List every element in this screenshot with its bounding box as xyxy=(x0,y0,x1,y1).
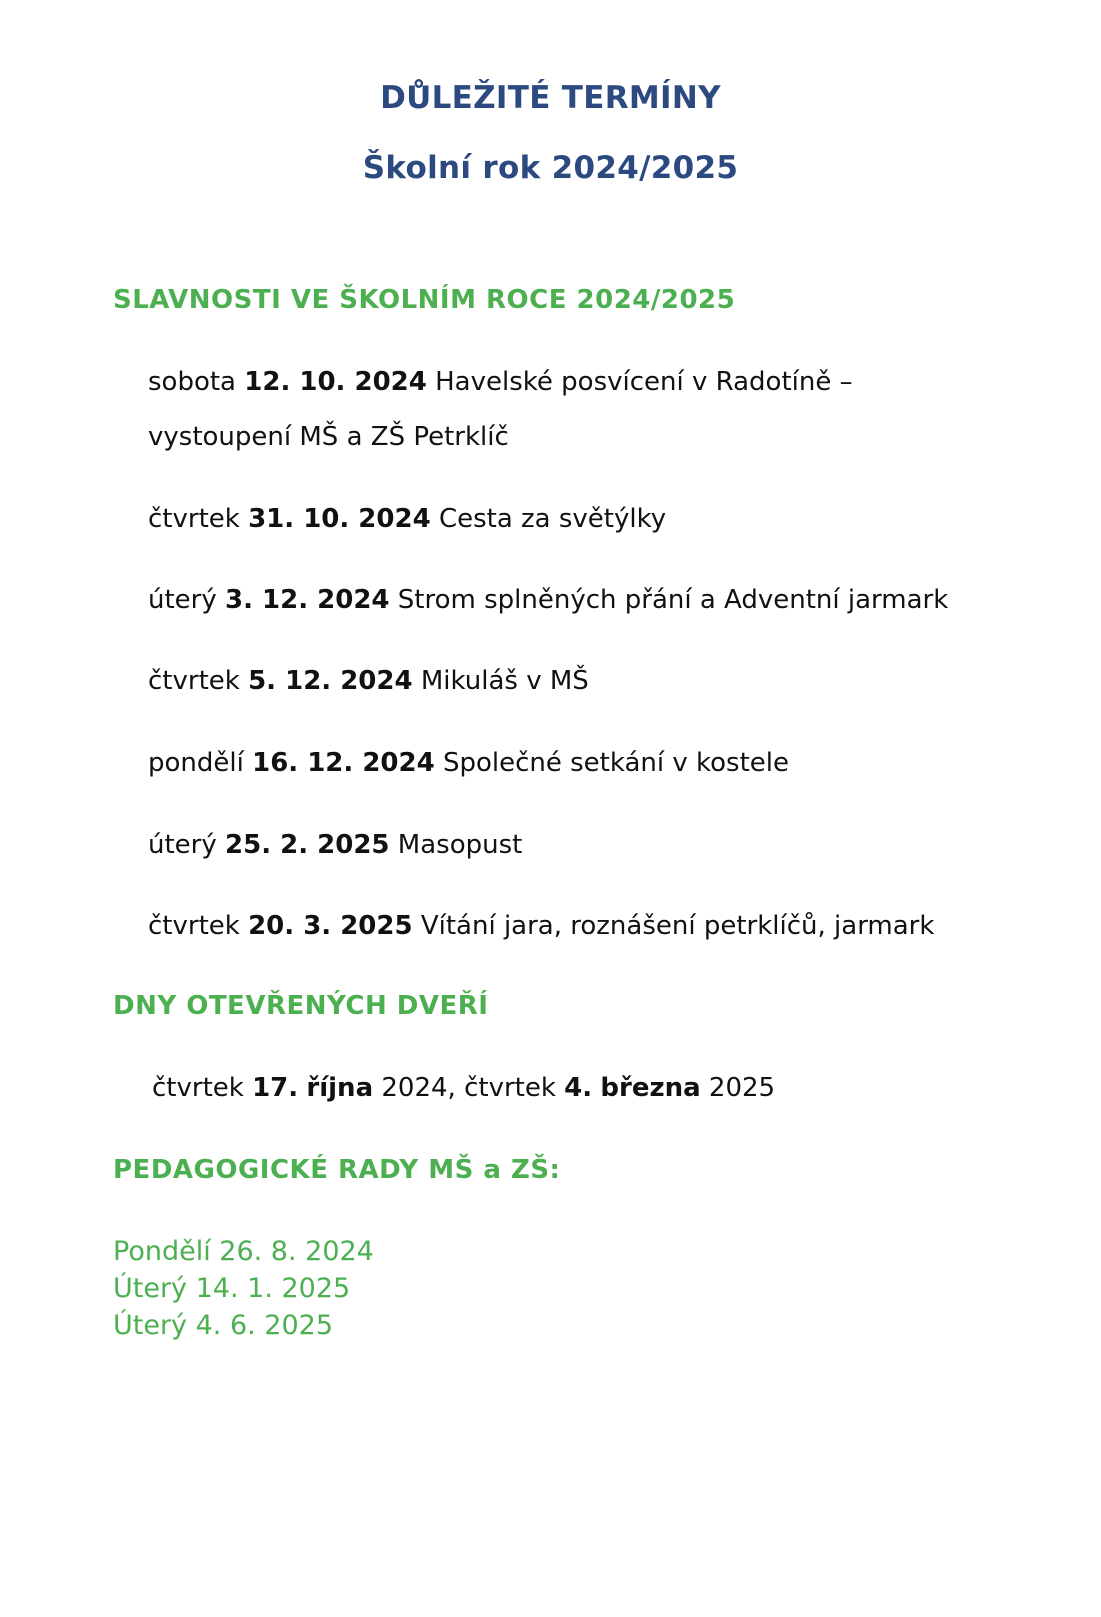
celebration-date: 12. 10. 2024 xyxy=(244,367,427,397)
celebration-item xyxy=(148,818,522,873)
celebration-day: úterý xyxy=(148,585,217,615)
open-day-month: října xyxy=(306,1073,374,1103)
celebration-day: čtvrtek xyxy=(148,504,240,534)
meeting-date: Úterý 14. 1. 2025 xyxy=(113,1273,351,1304)
open-days-heading: DNY OTEVŘENÝCH DVEŘÍ xyxy=(113,991,489,1021)
celebration-item xyxy=(148,492,666,547)
celebration-date: 3. 12. 2024 xyxy=(225,585,390,615)
open-day-weekday: čtvrtek xyxy=(152,1073,244,1103)
celebration-item xyxy=(148,736,789,791)
celebration-text: Strom splněných přání a Adventní jarmark xyxy=(397,585,949,615)
celebration-text: Havelské posvícení v Radotíně – vystoupení MŠ a ZŠ Petrklíč xyxy=(148,367,853,452)
celebration-day: úterý xyxy=(148,830,217,860)
celebration-date: 5. 12. 2024 xyxy=(248,666,413,696)
celebration-day: čtvrtek xyxy=(148,666,240,696)
celebration-text: Vítání jara, roznášení petrklíčů, jarmark xyxy=(420,911,935,941)
celebration-day: sobota xyxy=(148,367,236,397)
celebration-day: čtvrtek xyxy=(148,911,240,941)
open-day-number: 4. xyxy=(564,1073,593,1103)
celebration-text: Cesta za světýlky xyxy=(438,504,667,534)
celebrations-heading: SLAVNOSTI VE ŠKOLNÍM ROCE 2024/2025 xyxy=(113,285,736,315)
celebration-text: Společné setkání v kostele xyxy=(442,748,790,778)
celebration-item xyxy=(148,899,934,954)
celebration-item xyxy=(148,355,968,465)
document-subtitle: Školní rok 2024/2025 xyxy=(362,150,739,186)
celebration-date: 16. 12. 2024 xyxy=(252,748,435,778)
open-day-year: 2024, xyxy=(381,1073,456,1103)
meetings-heading: PEDAGOGICKÉ RADY MŠ a ZŠ: xyxy=(113,1155,561,1185)
celebration-item xyxy=(148,573,948,628)
celebration-date: 31. 10. 2024 xyxy=(248,504,431,534)
meeting-date: Úterý 4. 6. 2025 xyxy=(113,1310,334,1341)
celebration-text: Mikuláš v MŠ xyxy=(420,666,589,696)
document-title: DŮLEŽITÉ TERMÍNY xyxy=(380,80,721,116)
meeting-date: Pondělí 26. 8. 2024 xyxy=(113,1236,374,1267)
celebration-item xyxy=(148,654,589,709)
open-day-weekday: čtvrtek xyxy=(464,1073,556,1103)
celebration-date: 20. 3. 2025 xyxy=(248,911,413,941)
open-day-year: 2025 xyxy=(708,1073,776,1103)
celebration-day: pondělí xyxy=(148,748,244,778)
celebration-date: 25. 2. 2025 xyxy=(225,830,390,860)
celebration-text: Masopust xyxy=(397,830,523,860)
open-day-number: 17. xyxy=(252,1073,299,1103)
open-days-line xyxy=(152,1061,775,1116)
open-day-month: března xyxy=(600,1073,701,1103)
